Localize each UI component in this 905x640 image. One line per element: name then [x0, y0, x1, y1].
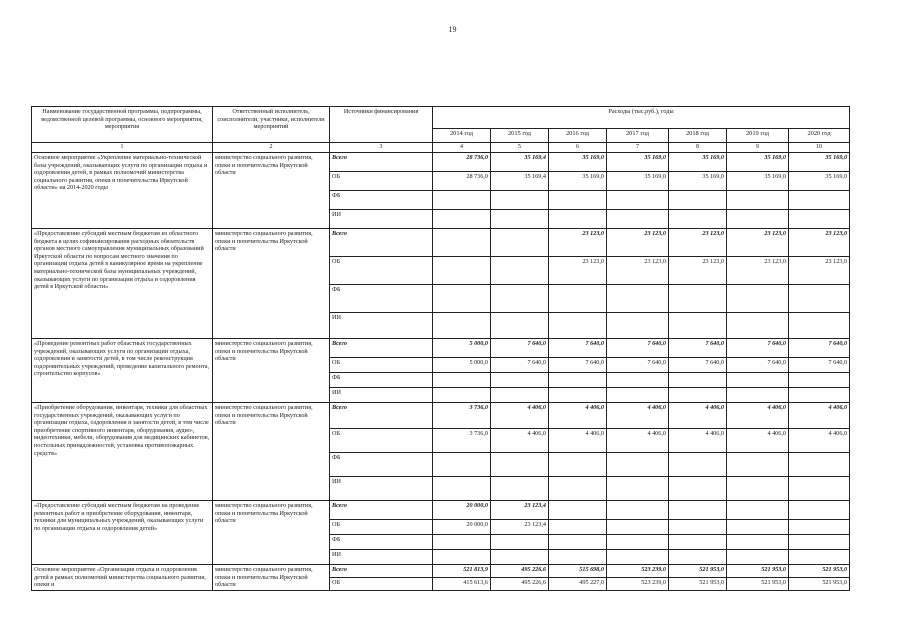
amount-cell: 23 123,0: [789, 257, 850, 285]
amount-cell: [607, 388, 669, 403]
funding-source: ФБ: [330, 373, 433, 388]
amount-cell: 523 239,0: [607, 577, 669, 590]
activity-name: Основное мероприятие «Укрепление материально-технической базы учреждений, оказывающих услуги по организации отдыха и оздоровления детей, в рамках полномочий министерства социального развития, опеки и попечительства Иркутской области» на 2014-2020 годы: [32, 153, 213, 229]
activity-name: «Проведение ремонтных работ областных государственных учреждений, оказывающих услуги по организации отдыха, оздоровления и занятости детей, в том числе реконструкция оздоровительных учреждений, проведение капитального ремонта, строительство корпусов»: [32, 339, 213, 403]
amount-cell: 28 736,0: [433, 153, 491, 172]
amount-cell: [433, 210, 491, 229]
amount-cell: [607, 520, 669, 535]
amount-cell: [433, 388, 491, 403]
amount-cell: 7 640,0: [549, 339, 607, 358]
amount-cell: 23 123,0: [607, 229, 669, 257]
amount-cell: [607, 501, 669, 520]
amount-cell: [669, 535, 727, 550]
amount-cell: 3 736,0: [433, 403, 491, 429]
amount-cell: [549, 285, 607, 313]
amount-cell: 7 640,0: [727, 358, 789, 373]
funding-source: ФБ: [330, 285, 433, 313]
amount-cell: 4 406,0: [727, 403, 789, 429]
amount-cell: 521 953,0: [727, 577, 789, 590]
amount-cell: [727, 191, 789, 210]
amount-cell: [549, 550, 607, 565]
amount-cell: 521 953,0: [727, 565, 789, 578]
activity-name: «Приобретение оборудования, инвентаря, техники для областных государственных учреждений, оказывающих услуги по организации отдыха, оздоровления и занятости детей, в том числе приобретение спортивного инвентаря, оборудования, аудио-, видеотехники, мебели, оборудования для медицинских кабинетов, постельных принадлежностей, установка противопожарных средств»: [32, 403, 213, 501]
table-row: [32, 403, 850, 429]
funding-source: ФБ: [330, 535, 433, 550]
amount-cell: [727, 313, 789, 339]
amount-cell: 7 640,0: [727, 339, 789, 358]
amount-cell: [669, 313, 727, 339]
amount-cell: [789, 191, 850, 210]
amount-cell: [607, 210, 669, 229]
amount-cell: [669, 453, 727, 477]
amount-cell: 7 640,0: [491, 339, 549, 358]
amount-cell: 23 123,0: [727, 229, 789, 257]
table-body: [32, 153, 850, 591]
amount-cell: [789, 453, 850, 477]
amount-cell: 7 640,0: [669, 339, 727, 358]
amount-cell: 4 406,0: [549, 403, 607, 429]
amount-cell: [789, 550, 850, 565]
amount-cell: [433, 313, 491, 339]
table-row: [32, 339, 850, 358]
table-row: [32, 153, 850, 172]
amount-cell: [727, 501, 789, 520]
amount-cell: [727, 373, 789, 388]
amount-cell: [607, 191, 669, 210]
amount-cell: [789, 285, 850, 313]
header-year: 2019 год: [727, 129, 789, 143]
amount-cell: 3 736,0: [433, 429, 491, 453]
amount-cell: [549, 535, 607, 550]
activity-executor: министерство социального развития, опеки и попечительства Иркутской области: [213, 339, 330, 403]
amount-cell: 35 169,0: [549, 153, 607, 172]
table-row: [32, 229, 850, 257]
amount-cell: [727, 520, 789, 535]
amount-cell: 23 123,0: [789, 229, 850, 257]
funding-source: ОБ: [330, 257, 433, 285]
amount-cell: [669, 501, 727, 520]
amount-cell: 415 613,6: [433, 577, 491, 590]
amount-cell: 35 169,4: [491, 172, 549, 191]
amount-cell: 495 227,0: [549, 577, 607, 590]
amount-cell: 4 406,0: [607, 429, 669, 453]
amount-cell: [607, 285, 669, 313]
amount-cell: 4 406,0: [669, 403, 727, 429]
amount-cell: [549, 191, 607, 210]
column-index: 6: [549, 143, 607, 153]
amount-cell: 20 000,0: [433, 520, 491, 535]
amount-cell: [549, 210, 607, 229]
funding-source: ИИ: [330, 388, 433, 403]
amount-cell: [607, 535, 669, 550]
header-year: 2018 год: [669, 129, 727, 143]
funding-source: ОБ: [330, 577, 433, 590]
amount-cell: [549, 520, 607, 535]
amount-cell: [727, 535, 789, 550]
amount-cell: 35 169,0: [789, 153, 850, 172]
funding-source: Всего: [330, 565, 433, 578]
amount-cell: [433, 550, 491, 565]
amount-cell: [433, 191, 491, 210]
amount-cell: [727, 477, 789, 501]
funding-source: ИИ: [330, 477, 433, 501]
amount-cell: 35 169,4: [491, 153, 549, 172]
amount-cell: 35 169,0: [727, 172, 789, 191]
table-row: [32, 501, 850, 520]
funding-source: ФБ: [330, 453, 433, 477]
amount-cell: 4 406,0: [789, 403, 850, 429]
amount-cell: 7 640,0: [549, 358, 607, 373]
funding-source: ФБ: [330, 191, 433, 210]
column-index: 2: [213, 143, 330, 153]
amount-cell: 4 406,0: [727, 429, 789, 453]
amount-cell: 35 169,0: [607, 153, 669, 172]
amount-cell: [491, 373, 549, 388]
amount-cell: [727, 285, 789, 313]
expenses-table: [31, 106, 850, 591]
amount-cell: [727, 550, 789, 565]
amount-cell: [669, 477, 727, 501]
amount-cell: [789, 535, 850, 550]
amount-cell: 23 123,0: [669, 229, 727, 257]
amount-cell: [549, 501, 607, 520]
amount-cell: [549, 477, 607, 501]
amount-cell: [789, 210, 850, 229]
amount-cell: [433, 229, 491, 257]
column-index: 3: [330, 143, 433, 153]
amount-cell: 7 640,0: [607, 339, 669, 358]
amount-cell: [607, 313, 669, 339]
page-number: 19: [448, 25, 457, 34]
funding-source: Всего: [330, 153, 433, 172]
amount-cell: [789, 501, 850, 520]
amount-cell: [727, 388, 789, 403]
header-year: 2016 год: [549, 129, 607, 143]
amount-cell: 5 000,0: [433, 339, 491, 358]
amount-cell: 35 169,0: [727, 153, 789, 172]
amount-cell: 23 123,0: [607, 257, 669, 285]
amount-cell: 23 123,4: [491, 520, 549, 535]
amount-cell: 515 698,0: [549, 565, 607, 578]
amount-cell: [549, 388, 607, 403]
amount-cell: [549, 313, 607, 339]
amount-cell: 521 953,0: [789, 577, 850, 590]
amount-cell: [669, 191, 727, 210]
funding-source: Всего: [330, 339, 433, 358]
amount-cell: 35 169,0: [789, 172, 850, 191]
header-program: Наименование государственной программы, подпрограммы, ведомственной целевой программы, основного мероприятия, мероприятия: [32, 107, 213, 143]
amount-cell: 521 813,9: [433, 565, 491, 578]
amount-cell: [669, 388, 727, 403]
amount-cell: 521 953,0: [669, 565, 727, 578]
amount-cell: [789, 477, 850, 501]
amount-cell: [491, 477, 549, 501]
amount-cell: [491, 285, 549, 313]
amount-cell: [433, 373, 491, 388]
header-source: Источники финансирования: [330, 107, 433, 143]
amount-cell: 5 000,0: [433, 358, 491, 373]
amount-cell: 495 226,6: [491, 565, 549, 578]
amount-cell: 28 736,0: [433, 172, 491, 191]
amount-cell: 7 640,0: [789, 358, 850, 373]
amount-cell: 523 239,0: [607, 565, 669, 578]
column-index: 9: [727, 143, 789, 153]
amount-cell: 7 640,0: [491, 358, 549, 373]
funding-source: ИИ: [330, 313, 433, 339]
amount-cell: [789, 388, 850, 403]
amount-cell: [669, 285, 727, 313]
amount-cell: [491, 191, 549, 210]
activity-name: «Предоставление субсидий местным бюджетам из областного бюджета в целях софинансирования расходных обязательств органов местного самоуправления муниципальных образований Иркутской области по вопросам местного значения по организации отдыха детей в каникулярное время на укрепление материально-технической базы муниципальных учреждений, оказывающих услуги по организации отдыха и оздоровления детей в Иркутской области»: [32, 229, 213, 339]
amount-cell: 23 123,4: [491, 501, 549, 520]
header-year: 2020 год: [789, 129, 850, 143]
amount-cell: 23 123,0: [549, 229, 607, 257]
funding-source: ОБ: [330, 172, 433, 191]
amount-cell: [727, 210, 789, 229]
amount-cell: 4 406,0: [491, 429, 549, 453]
amount-cell: [433, 257, 491, 285]
amount-cell: 4 406,0: [607, 403, 669, 429]
amount-cell: [491, 388, 549, 403]
header-year: 2017 год: [607, 129, 669, 143]
activity-name: «Предоставление субсидий местным бюджетам на проведение ремонтных работ и приобретение оборудования, инвентаря, техники для муниципальных учреждений, оказывающих услуги по организации отдыха и оздоровления детей»: [32, 501, 213, 565]
amount-cell: 521 953,0: [789, 565, 850, 578]
amount-cell: [669, 550, 727, 565]
amount-cell: [669, 210, 727, 229]
activity-executor: министерство социального развития, опеки и попечительства Иркутской области: [213, 565, 330, 591]
amount-cell: 4 406,0: [491, 403, 549, 429]
amount-cell: 35 169,0: [669, 172, 727, 191]
header-expenses: Расходы (тыс.руб.), годы: [433, 107, 850, 129]
funding-source: Всего: [330, 501, 433, 520]
amount-cell: [789, 520, 850, 535]
amount-cell: [607, 453, 669, 477]
amount-cell: [549, 453, 607, 477]
activity-executor: министерство социального развития, опеки и попечительства Иркутской области: [213, 153, 330, 229]
amount-cell: 23 123,0: [549, 257, 607, 285]
funding-source: ИИ: [330, 210, 433, 229]
amount-cell: [491, 229, 549, 257]
table-row: [32, 565, 850, 578]
funding-source: Всего: [330, 403, 433, 429]
amount-cell: [607, 373, 669, 388]
amount-cell: [491, 550, 549, 565]
amount-cell: [433, 535, 491, 550]
amount-cell: [607, 477, 669, 501]
amount-cell: [789, 373, 850, 388]
funding-source: ОБ: [330, 358, 433, 373]
amount-cell: 35 169,0: [549, 172, 607, 191]
amount-cell: [607, 550, 669, 565]
funding-source: ОБ: [330, 520, 433, 535]
funding-source: Всего: [330, 229, 433, 257]
amount-cell: [491, 535, 549, 550]
amount-cell: [727, 453, 789, 477]
amount-cell: 23 123,0: [727, 257, 789, 285]
amount-cell: 35 169,0: [669, 153, 727, 172]
column-index: 4: [433, 143, 491, 153]
amount-cell: 7 640,0: [669, 358, 727, 373]
amount-cell: [491, 453, 549, 477]
amount-cell: 4 406,0: [549, 429, 607, 453]
amount-cell: 7 640,0: [789, 339, 850, 358]
amount-cell: 23 123,0: [669, 257, 727, 285]
column-index: 8: [669, 143, 727, 153]
amount-cell: 7 640,0: [607, 358, 669, 373]
amount-cell: [491, 210, 549, 229]
column-index: 1: [32, 143, 213, 153]
header-executor: Ответственный исполнитель, соисполнители, участники, исполнители мероприятий: [213, 107, 330, 143]
activity-name: Основное мероприятие «Организация отдыха и оздоровления детей в рамках полномочий министерства социального развития, опеки и: [32, 565, 213, 591]
amount-cell: 495 226,6: [491, 577, 549, 590]
amount-cell: [433, 477, 491, 501]
amount-cell: 20 000,0: [433, 501, 491, 520]
header-year: 2015 год: [491, 129, 549, 143]
funding-source: ИИ: [330, 550, 433, 565]
activity-executor: министерство социального развития, опеки и попечительства Иркутской области: [213, 501, 330, 565]
activity-executor: министерство социального развития, опеки и попечительства Иркутской области: [213, 229, 330, 339]
amount-cell: [433, 285, 491, 313]
header-year: 2014 год: [433, 129, 491, 143]
amount-cell: [549, 373, 607, 388]
column-index: 10: [789, 143, 850, 153]
amount-cell: 35 169,0: [607, 172, 669, 191]
amount-cell: [669, 520, 727, 535]
amount-cell: [491, 313, 549, 339]
funding-source: ОБ: [330, 429, 433, 453]
column-index: 7: [607, 143, 669, 153]
amount-cell: [789, 313, 850, 339]
amount-cell: [669, 373, 727, 388]
amount-cell: [433, 453, 491, 477]
amount-cell: 4 406,0: [669, 429, 727, 453]
amount-cell: [491, 257, 549, 285]
column-index: 5: [491, 143, 549, 153]
amount-cell: 521 953,0: [669, 577, 727, 590]
amount-cell: 4 406,0: [789, 429, 850, 453]
activity-executor: министерство социального развития, опеки и попечительства Иркутской области: [213, 403, 330, 501]
